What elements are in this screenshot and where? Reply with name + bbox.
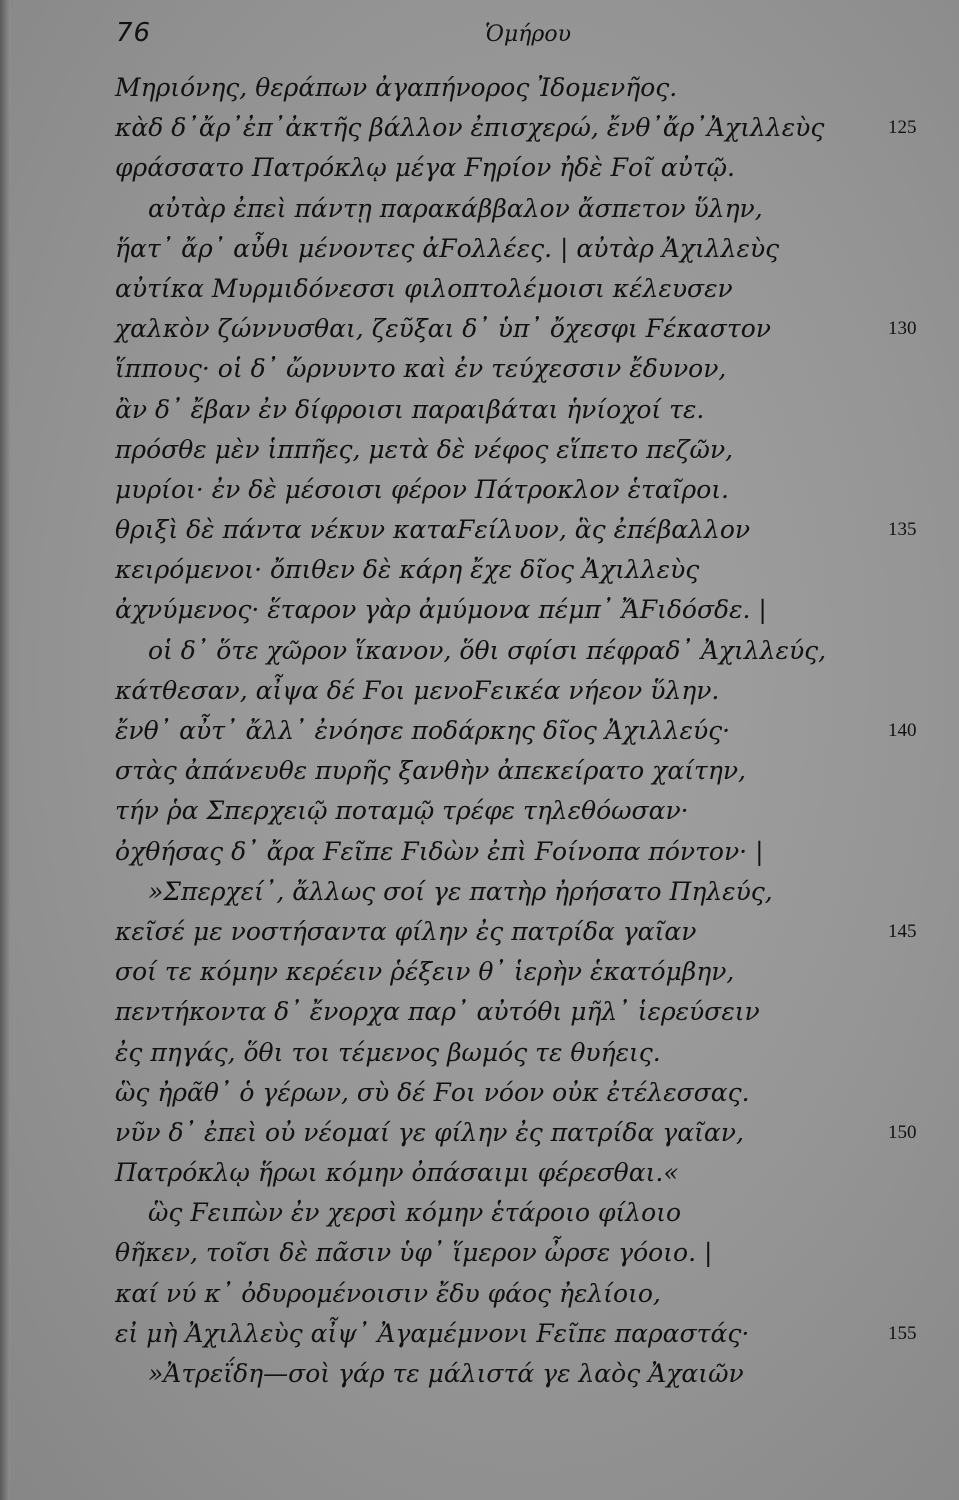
line-number: 155 <box>888 1322 917 1344</box>
verse-line <box>0 390 959 430</box>
verse-text: κάτθεσαν, αἶψα δέ Ϝοι μενοϜεικέα νήεον ὕλην. <box>115 675 720 705</box>
verse-text: ἐς πηγάς, ὅθι τοι τέμενος βωμός τε θυήεις. <box>115 1037 661 1067</box>
verse-text: ἂν δ᾽ ἔβαν ἐν δίφροισι παραιβάται ἡνίοχοί τε. <box>115 394 705 424</box>
verse-text: »Σπερχεί᾽, ἄλλως σοί γε πατὴρ ἠρήσατο Πηλεύς, <box>148 876 773 906</box>
verse-line <box>0 992 959 1032</box>
verse-line <box>0 631 959 671</box>
verse-text: ὀχθήσας δ᾽ ἄρα Ϝεῖπε Ϝιδὼν ἐπὶ Ϝοίνοπα πόντον· | <box>115 836 764 866</box>
verse-text: πρόσθε μὲν ἱππῆες, μετὰ δὲ νέφος εἵπετο πεζῶν, <box>115 434 734 464</box>
line-number: 145 <box>888 920 917 942</box>
verse-line <box>0 1354 959 1394</box>
verse-text: θριξὶ δὲ πάντα νέκυν καταϜείλυον, ἃς ἐπέβαλλον <box>115 515 751 545</box>
verse-line <box>0 1033 959 1073</box>
verse-text: μυρίοι· ἐν δὲ μέσοισι φέρον Πάτροκλον ἑταῖροι. <box>115 474 730 504</box>
verse-line <box>0 229 959 269</box>
verse-line <box>0 470 959 510</box>
verse-line <box>0 590 959 630</box>
verse-text: κειρόμενοι· ὄπιθεν δὲ κάρη ἔχε δῖος Ἀχιλλεὺς <box>115 555 700 585</box>
verse-text: »Ἀτρεΐδη—σοὶ γάρ τε μάλιστά γε λαὸς Ἀχαιῶν <box>148 1359 744 1388</box>
line-number: 130 <box>888 318 917 340</box>
verse-line <box>0 430 959 470</box>
verse-line <box>0 872 959 912</box>
verse-line <box>0 671 959 711</box>
verse-text: χαλκὸν ζώννυσθαι, ζεῦξαι δ᾽ ὑπ᾽ ὄχεσφι Ϝέκαστον <box>115 314 771 344</box>
verse-line <box>0 550 959 590</box>
verse-line <box>0 711 959 751</box>
verse-line <box>0 309 959 349</box>
verse-text: κὰδ δ᾽ἄρ᾽ἐπ᾽ἀκτῆς βάλλον ἐπισχερώ, ἔνθ᾽ἄρ᾽Ἀχιλλεὺς <box>115 113 825 143</box>
verse-line <box>0 791 959 831</box>
verse-text: αὐτὰρ ἐπεὶ πάντῃ παρακάββαλον ἄσπετον ὕλην, <box>148 193 763 223</box>
verse-text: ἵππους· οἱ δ᾽ ὤρνυντο καὶ ἐν τεύχεσσιν ἔδυνον, <box>115 354 727 384</box>
line-number: 140 <box>888 720 917 741</box>
verse-text: στὰς ἀπάνευθε πυρῆς ξανθὴν ἀπεκείρατο χαίτην, <box>115 756 746 786</box>
verse-text: οἱ δ᾽ ὅτε χῶρον ἵκανον, ὅθι σφίσι πέφραδ᾽ Ἀχιλλεύς, <box>148 635 827 665</box>
verse-text: ὣς Ϝειπὼν ἐν χερσὶ κόμην ἑτάροιο φίλοιο <box>148 1198 682 1228</box>
verse-line <box>0 269 959 309</box>
verse-line <box>0 349 959 389</box>
running-title: Ὁμήρου <box>485 22 571 47</box>
verse-text: νῦν δ᾽ ἐπεὶ οὐ νέομαί γε φίλην ἐς πατρίδα γαῖαν, <box>115 1117 744 1147</box>
verse-text: πεντήκοντα δ᾽ ἔνορχα παρ᾽ αὐτόθι μῆλ᾽ ἱερεύσειν <box>115 997 760 1027</box>
verse-text: ἀχνύμενος· ἕταρον γὰρ ἀμύμονα πέμπ᾽ ἌϜιδόσδε. | <box>115 595 767 625</box>
verse-line <box>0 189 959 229</box>
verse-line <box>0 1153 959 1193</box>
verse-text: εἰ μὴ Ἀχιλλεὺς αἶψ᾽ Ἀγαμέμνονι Ϝεῖπε παραστάς· <box>115 1318 750 1348</box>
verse-line <box>0 148 959 188</box>
page-number: 76 <box>116 18 152 48</box>
verse-text-block <box>0 68 959 1394</box>
page-header <box>0 18 959 58</box>
verse-line <box>0 68 959 108</box>
verse-text: Πατρόκλῳ ἥρωι κόμην ὀπάσαιμι φέρεσθαι.« <box>115 1158 679 1188</box>
verse-text: σοί τε κόμην κερέειν ῥέξειν θ᾽ ἱερὴν ἑκατόμβην, <box>115 957 735 987</box>
verse-line <box>0 952 959 992</box>
verse-line <box>0 1274 959 1314</box>
verse-text: θῆκεν, τοῖσι δὲ πᾶσιν ὑφ᾽ ἵμερον ὦρσε γόοιο. | <box>115 1238 713 1268</box>
line-number: 125 <box>888 117 917 139</box>
verse-line <box>0 108 959 148</box>
verse-line <box>0 912 959 952</box>
verse-line <box>0 751 959 791</box>
verse-text: ἔνθ᾽ αὖτ᾽ ἄλλ᾽ ἐνόησε ποδάρκης δῖος Ἀχιλλεύς· <box>115 716 731 745</box>
verse-text: Μηριόνης, θεράπων ἀγαπήνορος Ἰδομενῆος. <box>115 73 678 102</box>
line-number: 150 <box>888 1121 917 1143</box>
verse-line <box>0 510 959 550</box>
verse-line <box>0 1113 959 1153</box>
verse-text: καί νύ κ᾽ ὀδυρομένοισιν ἔδυ φάος ἠελίοιο, <box>115 1278 661 1308</box>
verse-line <box>0 832 959 872</box>
verse-text: ὣς ἠρᾶθ᾽ ὁ γέρων, σὺ δέ Ϝοι νόον οὐκ ἐτέλεσσας. <box>115 1077 750 1107</box>
verse-text: τήν ῥα Σπερχειῷ ποταμῷ τρέφε τηλεθόωσαν· <box>115 796 689 826</box>
verse-line <box>0 1314 959 1354</box>
verse-text: φράσσατο Πατρόκλῳ μέγα Ϝηρίον ἠδὲ Ϝοῖ αὐτῷ. <box>115 153 735 183</box>
line-number: 135 <box>888 519 917 541</box>
verse-line <box>0 1193 959 1233</box>
verse-text: αὐτίκα Μυρμιδόνεσσι φιλοπτολέμοισι κέλευσεν <box>115 273 733 303</box>
verse-text: κεῖσέ με νοστήσαντα φίλην ἐς πατρίδα γαῖαν <box>115 916 697 946</box>
verse-line <box>0 1073 959 1113</box>
verse-line <box>0 1233 959 1273</box>
verse-text: ἥατ᾽ ἄρ᾽ αὖθι μένοντες ἀϜολλέες. | αὐτὰρ Ἀχιλλεὺς <box>115 233 780 263</box>
